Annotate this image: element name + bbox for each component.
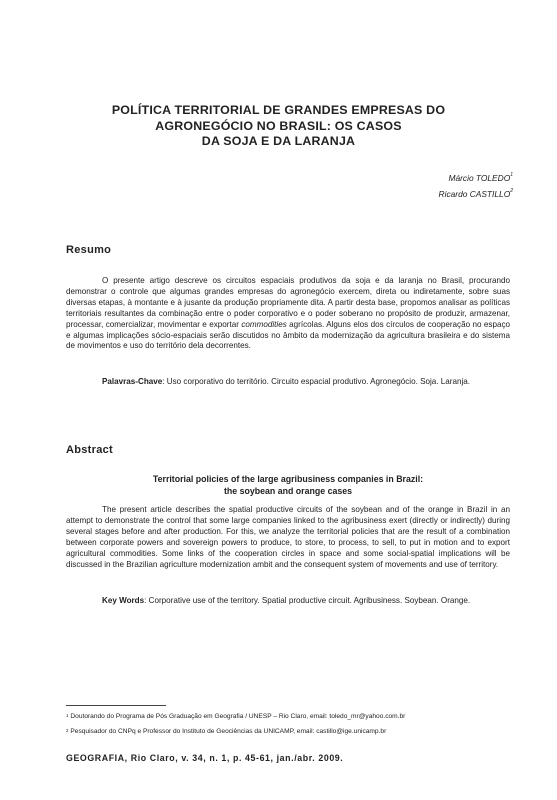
- abstract-paragraph: [66, 505, 510, 570]
- author-name: Ricardo CASTILLO: [438, 189, 511, 199]
- subtitle-line: the soybean and orange cases: [223, 486, 353, 496]
- resumo-text-cont: agrícolas. Alguns elos dos círculos de cooperação no espaço e algumas implicações sócio-espaciais serão discutidos no âmbito da modernização da agricultura brasileira e do sistema de movimentos e uso do território dela decorrentes.: [66, 319, 510, 351]
- abstract-text: The present article describes the spatial productive circuits of the soybean and of the orange in Brazil in an attempt to demonstrate the control that some large companies linked to the agribusiness exert (directly or indirectly) during several stages before and after production. For this, we analyze the territorial policies that are the result of a combination between corporate powers and sovereign powers to produce, to store, to process, to sell, to put in motion and to export agricultural commodities. Some links of the cooperation circles in space and some social-spatial implications will be discussed in the Brazilian agriculture modernization ambit and the consequent system of movements and use of territory.: [66, 505, 510, 569]
- resumo-text: O presente artigo descreve os circuitos espaciais produtivos da soja e da laranja no Brasil, procurando demonstrar o controle que algumas grandes empresas do agronegócio exercem, direta ou indiretamente, sobre suas diversas etapas, à montante e à jusante da produção propriamente dita. A partir desta base, propomos analisar as políticas territoriais resultantes da combinação entre o poder corporativo e o poder soberano no propósito de produzir, armazenar, processar, comercializar, movimentar e exportar: [66, 276, 510, 329]
- keywords-text: : Uso corporativo do território. Circuito espacial produtivo. Agronegócio. Soja. Laranja.: [162, 377, 471, 386]
- footnote-divider: [66, 705, 166, 706]
- author-name: Márcio TOLEDO: [448, 173, 511, 183]
- footnote-mark: 2: [66, 728, 69, 733]
- keywords-label: Key Words: [102, 596, 145, 605]
- footnote-mark: 2: [510, 188, 513, 194]
- author-2: [439, 189, 513, 199]
- footnote-2: [66, 728, 386, 735]
- resumo-heading: Resumo: [66, 244, 112, 256]
- footnote-1: [66, 713, 405, 720]
- keywords-label: Palavras-Chave: [102, 377, 163, 386]
- footnote-mark: 1: [510, 172, 513, 178]
- keywords-text: : Corporative use of the territory. Spatial productive circuit. Agribusiness. Soybean. Orange.: [144, 596, 471, 605]
- abstract-heading: Abstract: [66, 444, 114, 456]
- title-line: DA SOJA E DA LARANJA: [201, 134, 356, 148]
- article-title: [60, 103, 497, 150]
- footnote-mark: 1: [66, 713, 69, 718]
- resumo-keywords: [66, 377, 510, 388]
- title-line: AGRONEGÓCIO NO BRASIL: OS CASOS: [155, 118, 402, 133]
- resumo-italic-term: commodities: [241, 319, 287, 329]
- resumo-paragraph: [66, 276, 510, 352]
- subtitle-line: Territorial policies of the large agribusiness companies in Brazil:: [152, 474, 424, 484]
- journal-citation: GEOGRAFIA, Rio Claro, v. 34, n. 1, p. 45-61, jan./abr. 2009.: [66, 753, 344, 763]
- footnote-text: Pesquisador do CNPq e Professor do Instituto de Geociências da UNICAMP, email: castillo@ige.unicamp.br: [68, 728, 387, 735]
- title-line: POLÍTICA TERRITORIAL DE GRANDES EMPRESAS DO: [111, 103, 446, 117]
- footnote-text: Doutorando do Programa de Pós Graduação em Geografia / UNESP – Rio Claro, email: toledo_mr@yahoo.com.br: [68, 713, 406, 720]
- abstract-subtitle: [66, 473, 510, 497]
- abstract-keywords: [66, 596, 510, 607]
- author-1: [448, 173, 513, 183]
